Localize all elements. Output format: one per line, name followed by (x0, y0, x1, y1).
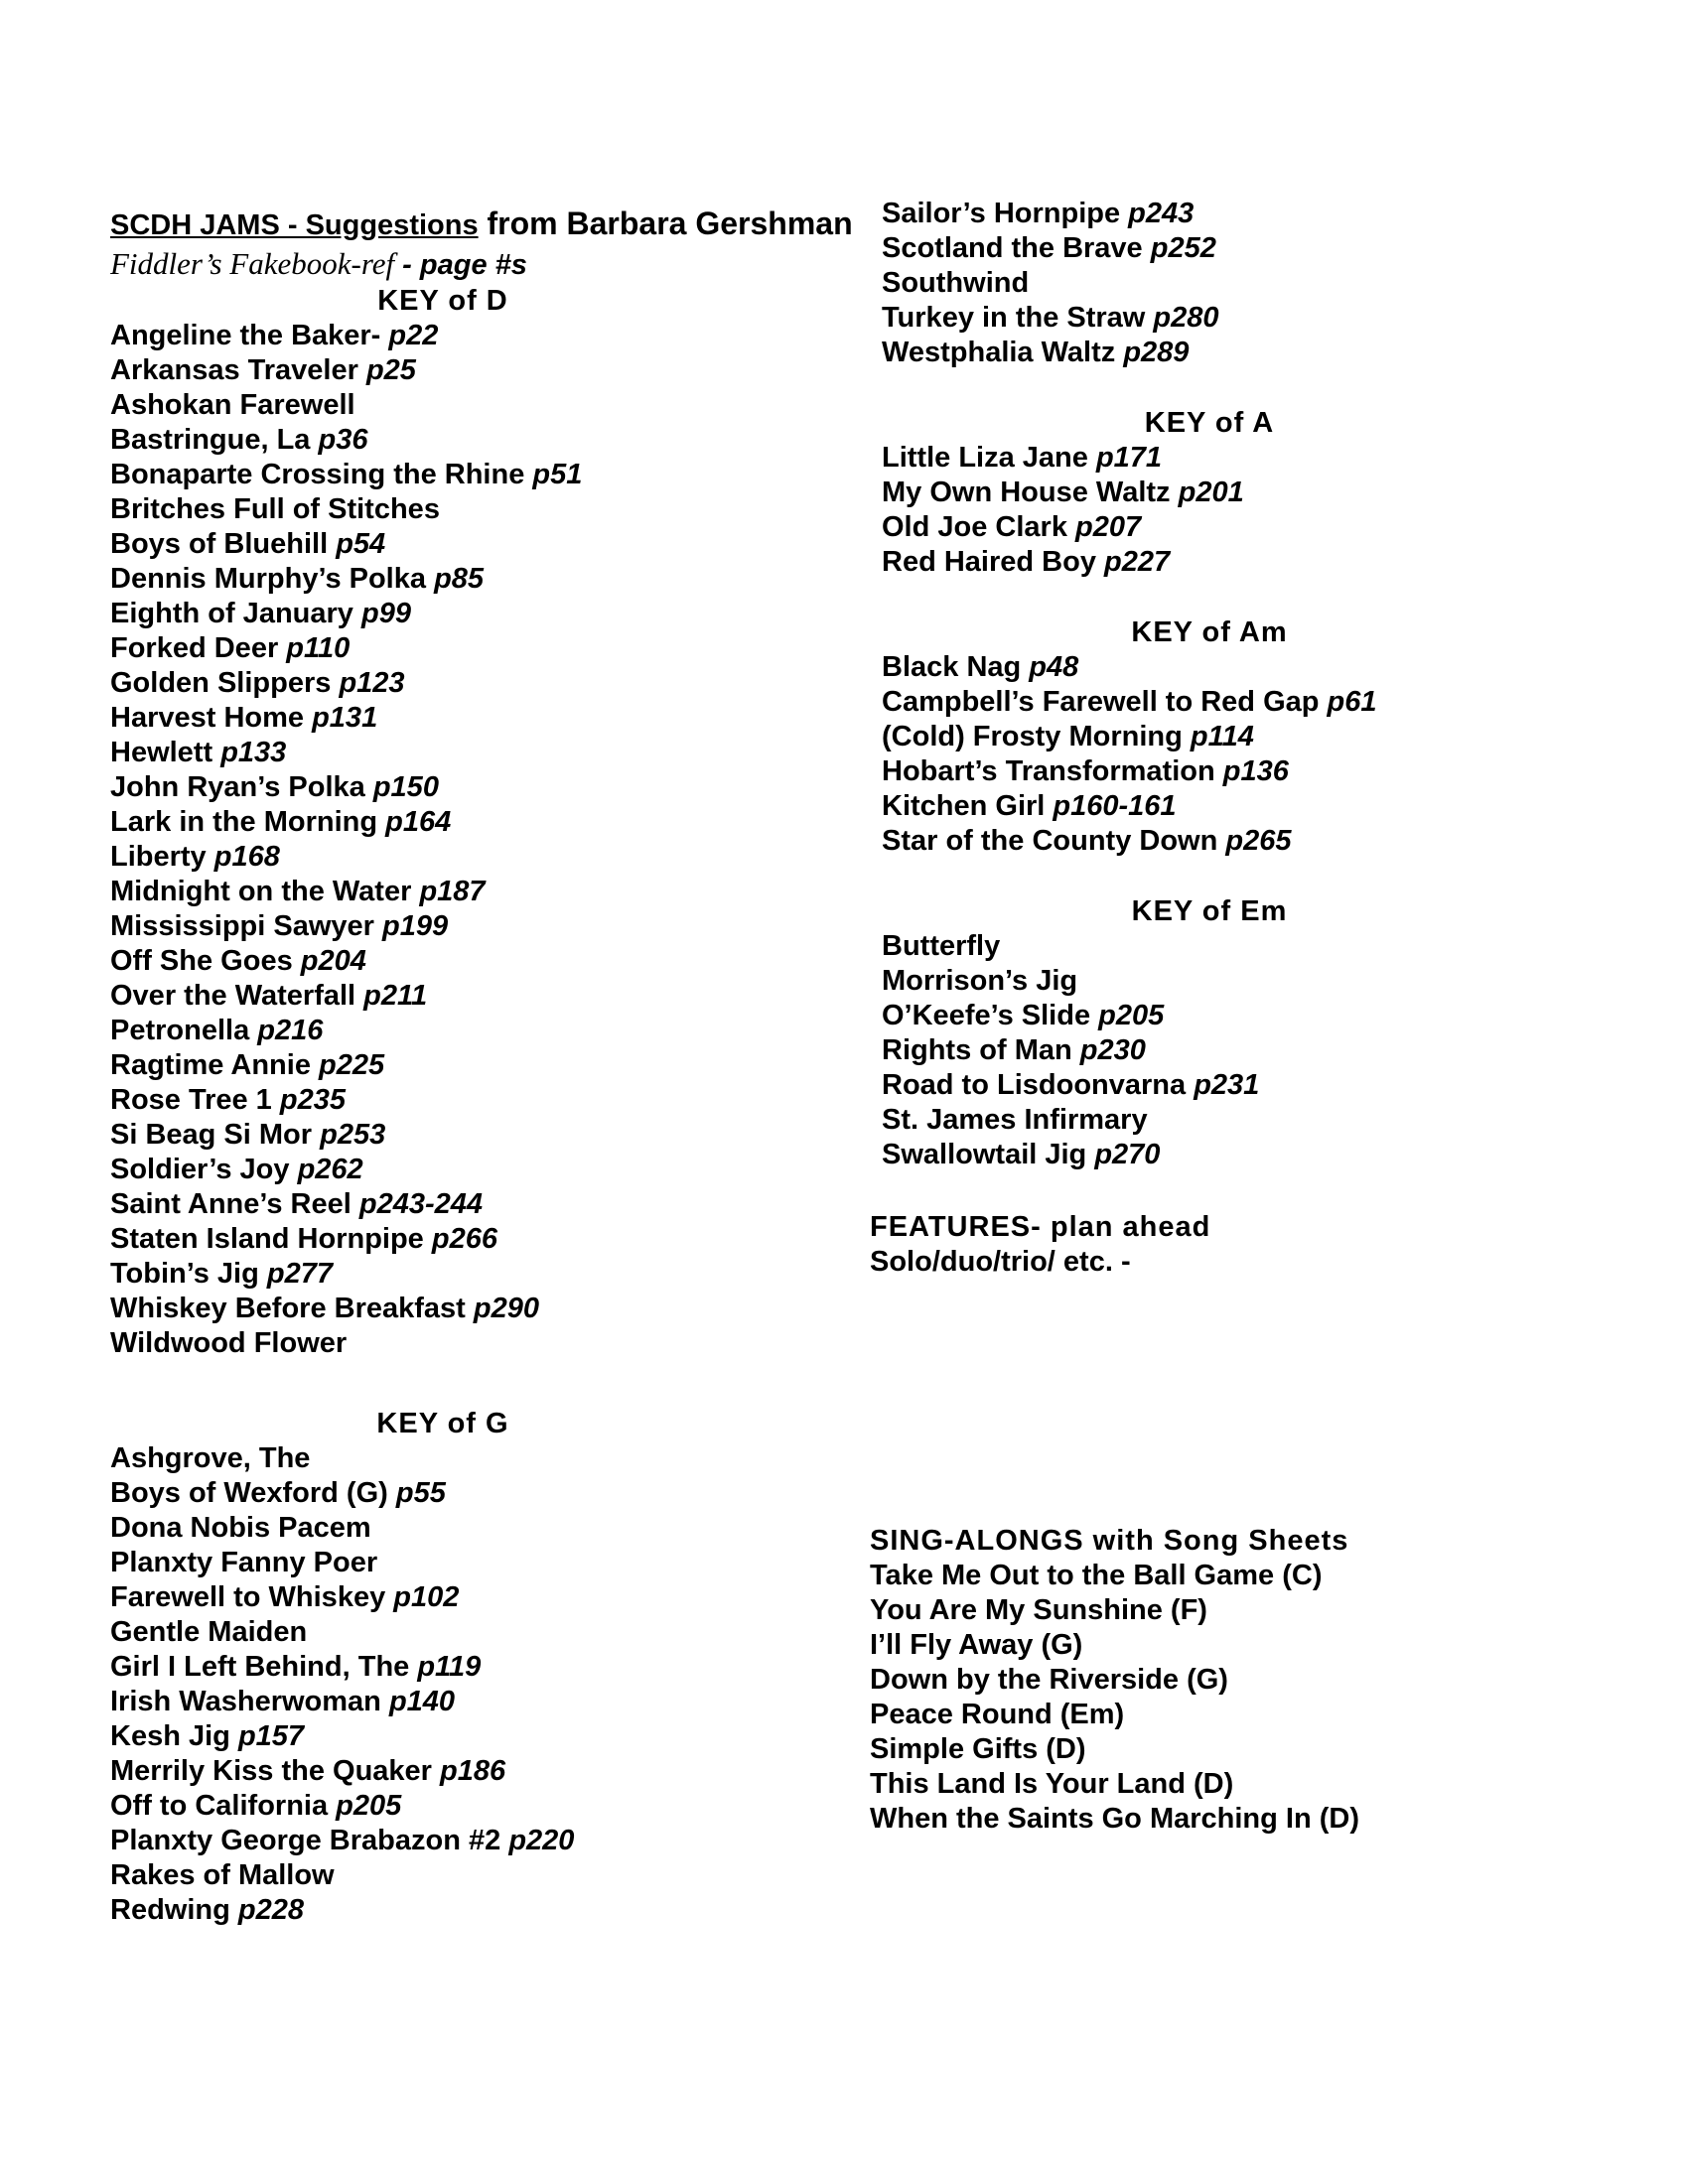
tune-name: Bastringue, La (110, 424, 319, 456)
tune-name: Ashgrove, The (110, 1442, 311, 1474)
tune-page: p131 (312, 702, 378, 734)
tune-item (110, 805, 785, 840)
tune-name: Petronella (110, 1015, 258, 1046)
tune-name: Eighth of January (110, 598, 361, 629)
tune-page: p114 (1190, 721, 1254, 752)
tune-name: Whiskey Before Breakfast (110, 1293, 474, 1324)
tune-name: Girl I Left Behind, The (110, 1651, 418, 1683)
tune-item (110, 492, 785, 527)
tune-page: p289 (1123, 337, 1190, 368)
tune-item (110, 944, 785, 979)
tune-page: p216 (257, 1015, 324, 1046)
song-item: I’ll Fly Away (G) (870, 1629, 1083, 1661)
tune-item (110, 1719, 785, 1754)
tune-item (882, 685, 1636, 720)
tune-name: (Cold) Frosty Morning (882, 721, 1191, 752)
tune-item (110, 423, 785, 458)
tune-name: Ashokan Farewell (110, 389, 355, 421)
tune-page: p231 (1194, 1069, 1260, 1101)
tune-name: Farewell to Whiskey (110, 1581, 394, 1613)
tune-item (882, 1103, 1636, 1138)
reference-line (110, 245, 785, 284)
tune-page: p187 (419, 876, 486, 907)
tune-item (882, 301, 1636, 336)
left-column (110, 204, 853, 1928)
tune-name: Over the Waterfall (110, 980, 364, 1012)
tune-item (110, 979, 785, 1014)
tune-name: Off She Goes (110, 945, 301, 977)
tune-name: Irish Washerwoman (110, 1686, 389, 1717)
tune-name: Scotland the Brave (882, 232, 1151, 264)
tune-name: Hobart’s Transformation (882, 755, 1223, 787)
tune-page: p61 (1327, 686, 1377, 718)
tune-name: Boys of Wexford (G) (110, 1477, 396, 1509)
spacer (882, 1280, 1636, 1524)
tune-item (882, 476, 1636, 510)
key-g-heading: KEY of G (376, 1408, 509, 1439)
tune-item (110, 1893, 785, 1928)
right-column (870, 197, 1636, 1837)
tune-page: p205 (336, 1790, 402, 1822)
tune-name: Red Haired Boy (882, 546, 1104, 578)
song-item: You Are My Sunshine (F) (870, 1594, 1207, 1626)
tune-item (882, 720, 1636, 754)
tune-name: Merrily Kiss the Quaker (110, 1755, 441, 1787)
tune-name: Road to Lisdoonvarna (882, 1069, 1195, 1101)
tune-item (110, 1824, 785, 1858)
features-text: Solo/duo/trio/ etc. - (870, 1246, 1131, 1278)
song-item: When the Saints Go Marching In (D) (870, 1803, 1359, 1835)
tune-name: Harvest Home (110, 702, 313, 734)
tune-page: p220 (508, 1825, 575, 1856)
tune-page: p164 (385, 806, 452, 838)
song-item: Simple Gifts (D) (870, 1733, 1086, 1765)
reference-book: Fiddler’s Fakebook-ref (110, 246, 395, 281)
tune-item (882, 1068, 1636, 1103)
tune-name: Old Joe Clark (882, 511, 1076, 543)
tune-name: Kesh Jig (110, 1720, 238, 1752)
tune-page: p140 (388, 1686, 456, 1717)
tune-page: p230 (1079, 1034, 1146, 1066)
tune-name: Forked Deer (110, 632, 287, 664)
tune-name: St. James Infirmary (882, 1104, 1148, 1136)
key-g-continued-list (882, 197, 1636, 370)
tune-item (110, 1511, 785, 1546)
tune-page: p157 (237, 1720, 305, 1752)
tune-item (882, 336, 1636, 370)
tune-page: p36 (318, 424, 368, 456)
singalongs-heading: SING-ALONGS with Song Sheets (870, 1525, 1349, 1557)
tune-name: Britches Full of Stitches (110, 493, 440, 525)
tune-name: My Own House Waltz (882, 477, 1179, 508)
tune-page: p252 (1150, 232, 1216, 264)
tune-item (110, 736, 785, 770)
tune-page: p290 (473, 1293, 539, 1324)
tune-item (110, 1187, 785, 1222)
tune-name: Soldier’s Joy (110, 1154, 298, 1185)
tune-item (110, 701, 785, 736)
tune-page: p85 (434, 563, 485, 595)
tune-item (110, 1754, 785, 1789)
key-d-heading: KEY of D (377, 285, 508, 317)
tune-item (110, 1685, 785, 1719)
tune-page: p110 (286, 632, 351, 664)
title-rest: from Barbara Gershman (478, 205, 853, 241)
tune-name: Midnight on the Water (110, 876, 420, 907)
tune-name: O’Keefe’s Slide (882, 1000, 1099, 1031)
tune-name: Gentle Maiden (110, 1616, 308, 1648)
tune-item (882, 510, 1636, 545)
tune-name: Southwind (882, 267, 1030, 299)
tune-name: Arkansas Traveler (110, 354, 366, 386)
tune-name: Staten Island Hornpipe (110, 1223, 432, 1255)
tune-page: p228 (237, 1894, 304, 1926)
tune-item (882, 197, 1636, 231)
tune-item (110, 597, 785, 631)
tune-page: p270 (1094, 1139, 1161, 1170)
tune-name: Planxty George Brabazon #2 (110, 1825, 509, 1856)
tune-page: p186 (440, 1755, 506, 1787)
tune-item (110, 527, 785, 562)
tune-item (110, 319, 785, 353)
tune-name: Bonaparte Crossing the Rhine (110, 459, 533, 490)
tune-item (882, 964, 1636, 999)
tune-name: Rakes of Mallow (110, 1859, 335, 1891)
tune-name: Kitchen Girl (882, 790, 1054, 822)
tune-name: Si Beag Si Mor (110, 1119, 321, 1151)
tune-item (110, 353, 785, 388)
tune-name: Boys of Bluehill (110, 528, 337, 560)
tune-page: p22 (388, 320, 439, 351)
tune-item (110, 1257, 785, 1292)
key-a-heading: KEY of A (1144, 407, 1275, 439)
tune-item (882, 1033, 1636, 1068)
tune-name: Redwing (110, 1894, 238, 1926)
tune-item (110, 770, 785, 805)
tune-item (110, 631, 785, 666)
tune-item (110, 458, 785, 492)
song-item: Down by the Riverside (G) (870, 1664, 1228, 1696)
tune-item (110, 840, 785, 875)
tune-page: p225 (319, 1049, 385, 1081)
tune-name: Hewlett (110, 737, 221, 768)
tune-page: p136 (1222, 755, 1289, 787)
tune-name: Golden Slippers (110, 667, 340, 699)
tune-item (882, 754, 1636, 789)
tune-page: p119 (417, 1651, 482, 1683)
key-d-list (110, 319, 785, 1361)
tune-name: Butterfly (882, 930, 1001, 962)
tune-page: p99 (360, 598, 411, 629)
tune-item (110, 909, 785, 944)
tune-name: Black Nag (882, 651, 1030, 683)
tune-item (110, 1858, 785, 1893)
tune-page: p266 (431, 1223, 497, 1255)
spacer (882, 580, 1636, 615)
key-am-heading: KEY of Am (1131, 616, 1288, 648)
tune-item (110, 666, 785, 701)
tune-item (882, 789, 1636, 824)
tune-page: p227 (1104, 546, 1171, 578)
tune-page: p204 (300, 945, 366, 977)
tune-item (110, 1014, 785, 1048)
tune-item (110, 388, 785, 423)
tune-item (110, 562, 785, 597)
tune-item (110, 1580, 785, 1615)
tune-name: Planxty Fanny Poer (110, 1547, 378, 1578)
tune-name: Rose Tree 1 (110, 1084, 280, 1116)
tune-page: p235 (279, 1084, 346, 1116)
features-subtitle: - plan ahead (1031, 1211, 1211, 1243)
tune-page: p123 (339, 667, 405, 699)
key-em-list (882, 929, 1636, 1172)
tune-name: Angeline the Baker- (110, 320, 389, 351)
key-am-list (882, 650, 1636, 859)
tune-page: p133 (220, 737, 287, 768)
features-heading (870, 1210, 1636, 1245)
tune-item (110, 1650, 785, 1685)
tune-item (110, 1292, 785, 1326)
tune-page: p55 (395, 1477, 446, 1509)
tune-name: Mississippi Sawyer (110, 910, 383, 942)
tune-item (882, 441, 1636, 476)
tune-item (882, 929, 1636, 964)
tune-item (882, 231, 1636, 266)
tune-page: p243-244 (358, 1188, 484, 1220)
tune-name: Ragtime Annie (110, 1049, 320, 1081)
tune-item (110, 1441, 785, 1476)
tune-name: Off to California (110, 1790, 337, 1822)
tune-item (882, 999, 1636, 1033)
tune-page: p150 (372, 771, 439, 803)
title-underlined: SCDH JAMS - Suggestions (110, 209, 479, 241)
tune-item (110, 1222, 785, 1257)
tune-name: Morrison’s Jig (882, 965, 1078, 997)
tune-item (882, 824, 1636, 859)
tune-item (110, 1326, 785, 1361)
tune-name: Liberty (110, 841, 214, 873)
tune-page: p265 (1225, 825, 1292, 857)
spacer (882, 1172, 1636, 1210)
tune-name: John Ryan’s Polka (110, 771, 373, 803)
tune-item (882, 1138, 1636, 1172)
tune-name: Dennis Murphy’s Polka (110, 563, 435, 595)
tune-page: p199 (382, 910, 449, 942)
tune-item (110, 1118, 785, 1153)
tune-page: p253 (320, 1119, 386, 1151)
tune-name: Westphalia Waltz (882, 337, 1124, 368)
song-item: This Land Is Your Land (D) (870, 1768, 1234, 1800)
tune-item (110, 875, 785, 909)
tune-name: Tobin’s Jig (110, 1258, 267, 1290)
tune-page: p280 (1153, 302, 1219, 334)
key-a-list (882, 441, 1636, 580)
tune-page: p51 (532, 459, 583, 490)
spacer (882, 859, 1636, 894)
tune-page: p171 (1095, 442, 1163, 474)
tune-item (110, 1048, 785, 1083)
reference-suffix: - page #s (394, 249, 527, 281)
tune-name: Dona Nobis Pacem (110, 1512, 371, 1544)
tune-page: p201 (1178, 477, 1244, 508)
tune-item (110, 1615, 785, 1650)
tune-page: p262 (297, 1154, 363, 1185)
tune-item (110, 1153, 785, 1187)
song-item: Peace Round (Em) (870, 1699, 1125, 1730)
tune-page: p168 (213, 841, 280, 873)
tune-page: p211 (363, 980, 428, 1012)
tune-name: Campbell’s Farewell to Red Gap (882, 686, 1328, 718)
tune-name: Rights of Man (882, 1034, 1080, 1066)
tune-page: p277 (266, 1258, 333, 1290)
tune-page: p205 (1098, 1000, 1165, 1031)
tune-name: Turkey in the Straw (882, 302, 1154, 334)
features-title: FEATURES (870, 1211, 1032, 1243)
tune-item (110, 1789, 785, 1824)
spacer (110, 1361, 785, 1407)
tune-item (882, 650, 1636, 685)
tune-page: p207 (1075, 511, 1142, 543)
tune-item (110, 1476, 785, 1511)
tune-name: Lark in the Morning (110, 806, 386, 838)
tune-name: Wildwood Flower (110, 1327, 348, 1359)
tune-item (882, 266, 1636, 301)
tune-page: p160-161 (1053, 790, 1177, 822)
tune-page: p243 (1128, 198, 1195, 229)
tune-page: p25 (365, 354, 416, 386)
tune-name: Saint Anne’s Reel (110, 1188, 359, 1220)
tune-item (110, 1546, 785, 1580)
tune-name: Little Liza Jane (882, 442, 1096, 474)
tune-page: p54 (336, 528, 386, 560)
tune-name: Swallowtail Jig (882, 1139, 1095, 1170)
tune-page: p48 (1029, 651, 1079, 683)
song-item: Take Me Out to the Ball Game (C) (870, 1560, 1323, 1591)
tune-name: Star of the County Down (882, 825, 1226, 857)
tune-name: Sailor’s Hornpipe (882, 198, 1129, 229)
spacer (882, 370, 1636, 406)
singalongs-list (870, 1559, 1636, 1837)
key-g-list (110, 1441, 785, 1928)
page-title (110, 204, 853, 245)
tune-item (110, 1083, 785, 1118)
key-em-heading: KEY of Em (1131, 895, 1288, 927)
tune-item (882, 545, 1636, 580)
tune-page: p102 (393, 1581, 460, 1613)
